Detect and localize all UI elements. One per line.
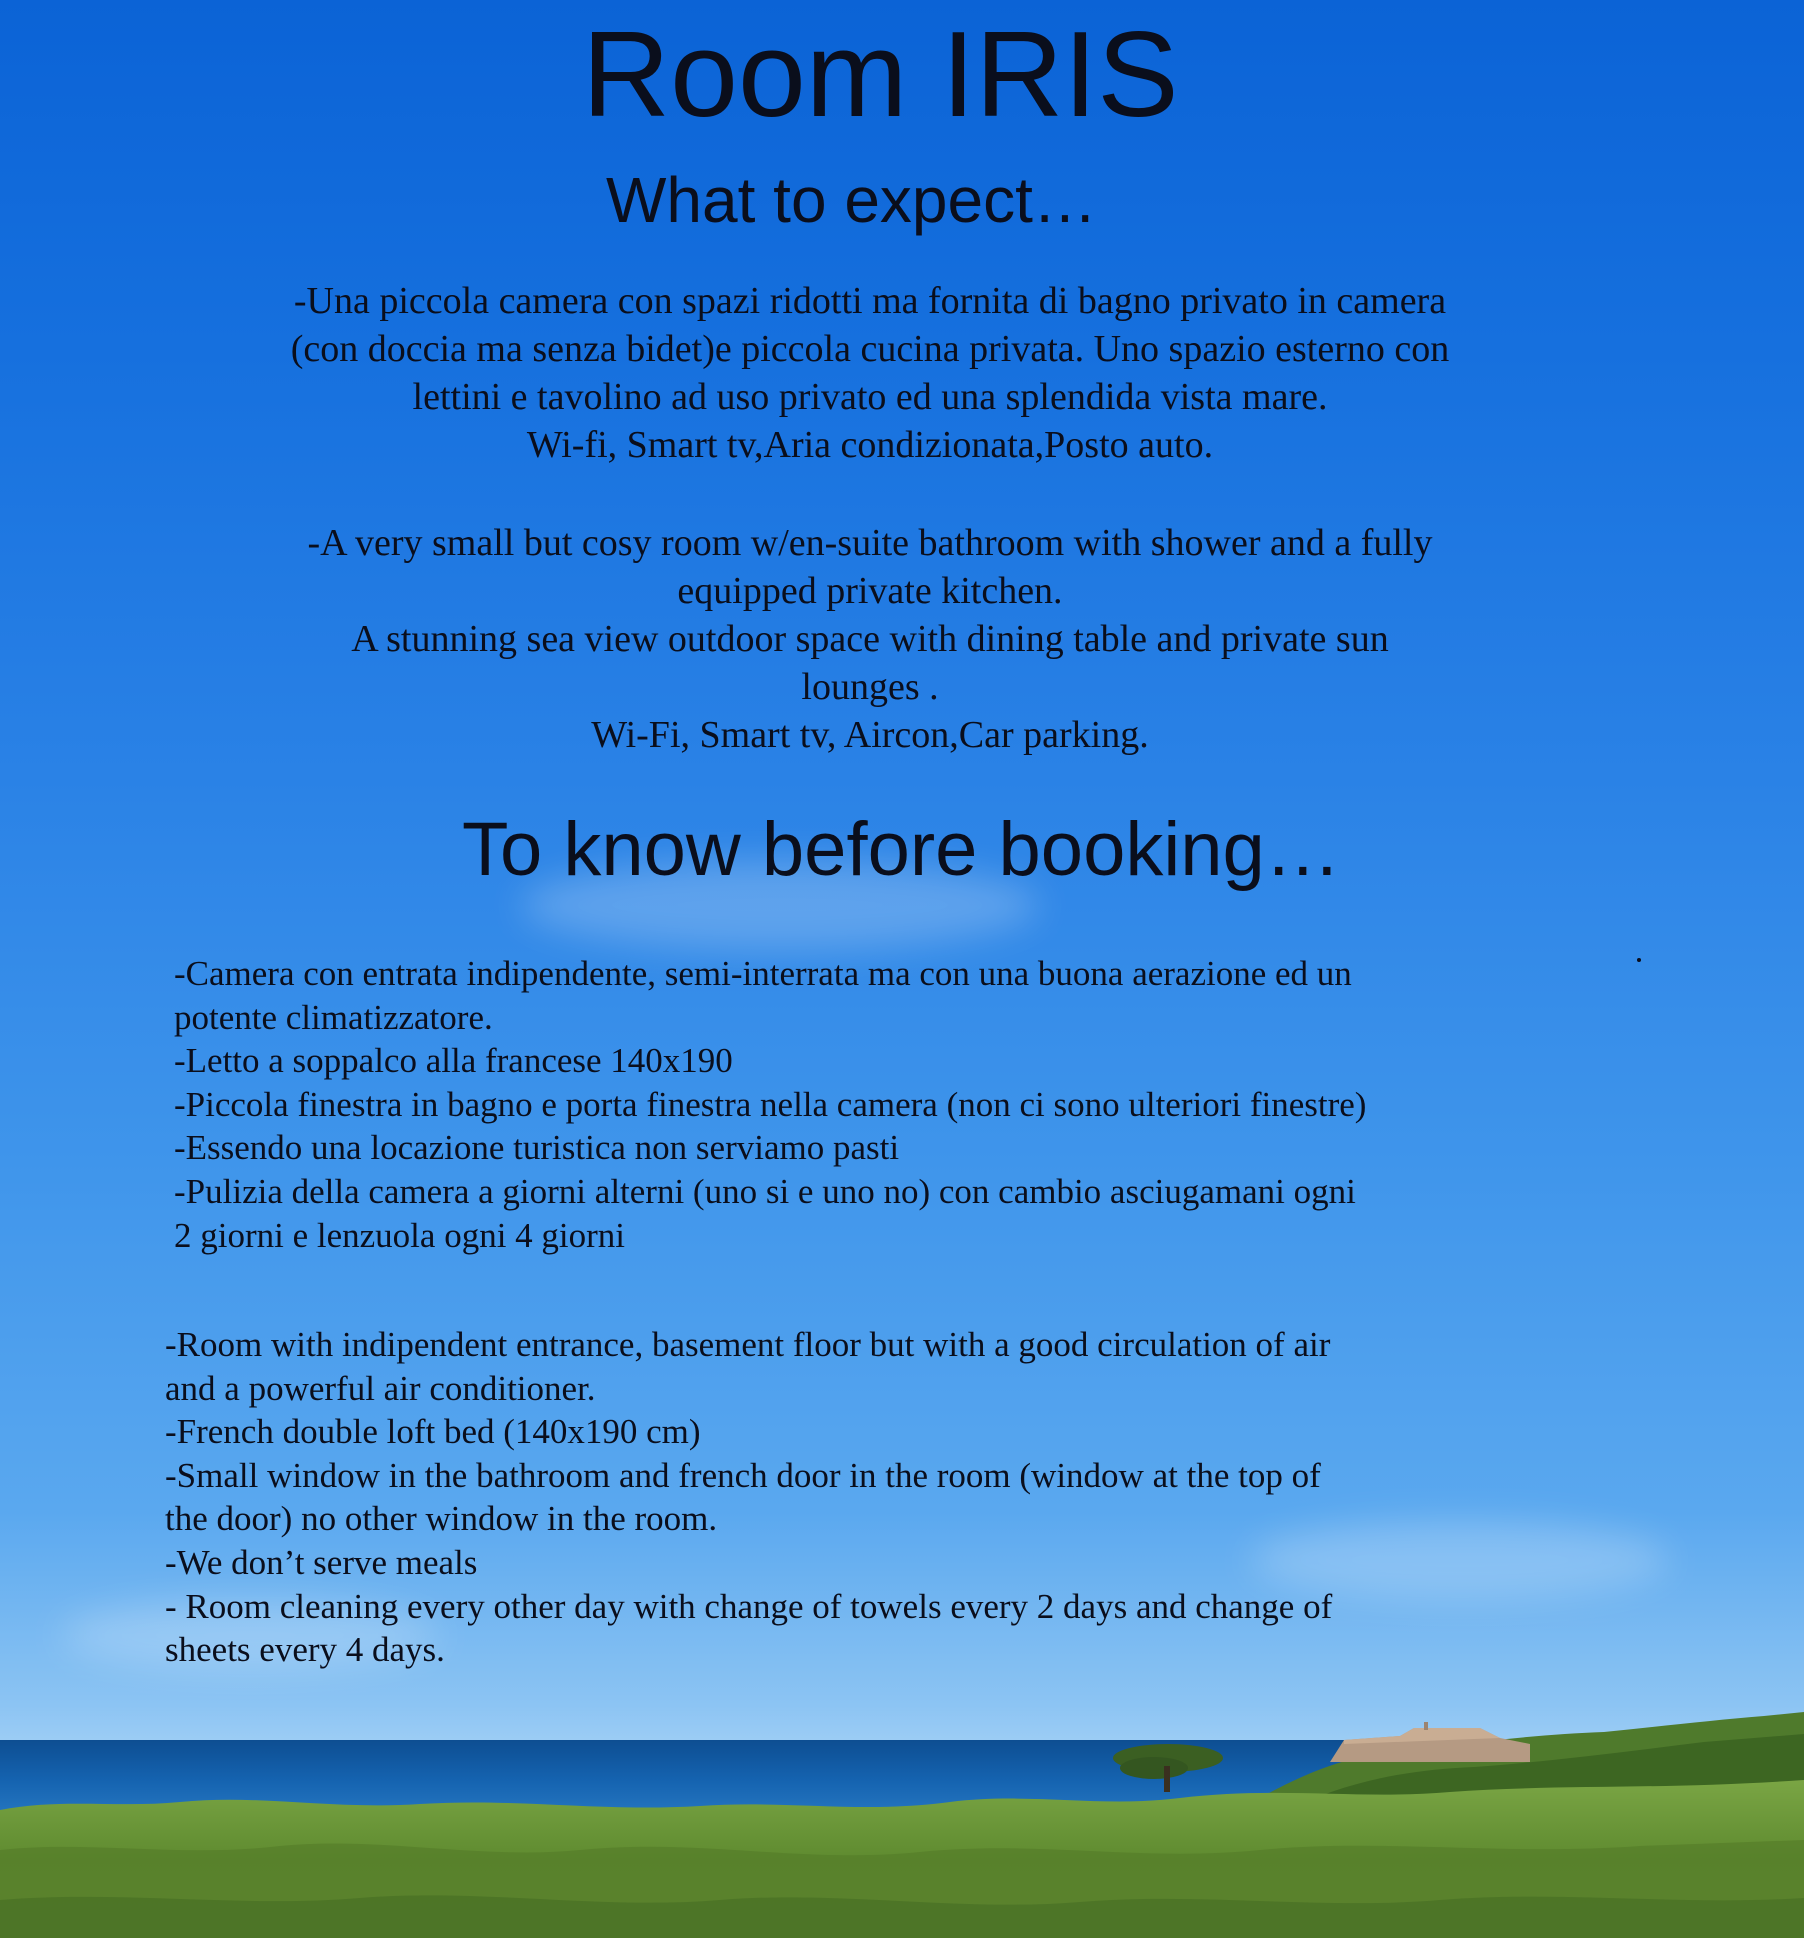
text-line: -A very small but cosy room w/en-suite bathroom with shower and a fully	[307, 522, 1433, 564]
section-heading-expect: What to expect…	[606, 164, 1097, 236]
page-title: Room IRIS	[582, 6, 1179, 142]
list-item: -Essendo una locazione turistica non serviamo pasti	[174, 1128, 900, 1168]
vegetation	[0, 1780, 1804, 1938]
stray-dot	[1637, 958, 1641, 962]
know-italian-list	[174, 952, 1734, 1257]
list-item: potente climatizzatore.	[174, 997, 493, 1037]
list-item: -Room with indipendent entrance, basement floor but with a good circulation of air	[165, 1325, 1331, 1364]
section-heading-know-before-booking: To know before booking…	[462, 807, 1341, 892]
list-item: -Letto a soppalco alla francese 140x190	[174, 1041, 733, 1081]
list-item: sheets every 4 days.	[165, 1630, 445, 1670]
list-item: -French double loft bed (140x190 cm)	[165, 1412, 701, 1452]
list-item: -Small window in the bathroom and french door in the room (window at the top of	[165, 1455, 1321, 1495]
list-item: -Camera con entrata indipendente, semi-interrata ma con una buona aerazione ed un	[174, 954, 1352, 993]
expect-english-paragraph	[100, 519, 1640, 759]
text-line: lounges .	[801, 666, 939, 708]
list-item: -Piccola finestra in bagno e porta finestra nella camera (non ci sono ulteriori finestre)	[174, 1084, 1367, 1124]
list-item: -Pulizia della camera a giorni alterni (uno si e uno no) con cambio asciugamani ogni	[174, 1171, 1356, 1211]
text-line: (con doccia ma senza bidet)e piccola cucina privata. Uno spazio esterno con	[290, 328, 1450, 370]
text-line: -Una piccola camera con spazi ridotti ma fornita di bagno privato in camera	[293, 280, 1447, 322]
list-item: the door) no other window in the room.	[165, 1499, 718, 1539]
list-item: -We don’t serve meals	[165, 1542, 478, 1582]
list-item: 2 giorni e lenzuola ogni 4 giorni	[174, 1215, 626, 1255]
text-line: Wi-Fi, Smart tv, Aircon,Car parking.	[591, 714, 1149, 756]
text-line: Wi-fi, Smart tv,Aria condizionata,Posto auto.	[526, 424, 1214, 466]
hilltop-house	[1330, 1722, 1530, 1762]
text-line: lettini e tavolino ad uso privato ed una splendida vista mare.	[412, 376, 1328, 418]
list-item: and a powerful air conditioner.	[165, 1368, 596, 1408]
text-line: equipped private kitchen.	[677, 570, 1063, 612]
text-line: A stunning sea view outdoor space with dining table and private sun	[351, 618, 1389, 660]
know-english-list	[165, 1323, 1725, 1672]
expect-italian-paragraph	[100, 277, 1640, 469]
list-item: - Room cleaning every other day with change of towels every 2 days and change of	[165, 1586, 1333, 1626]
